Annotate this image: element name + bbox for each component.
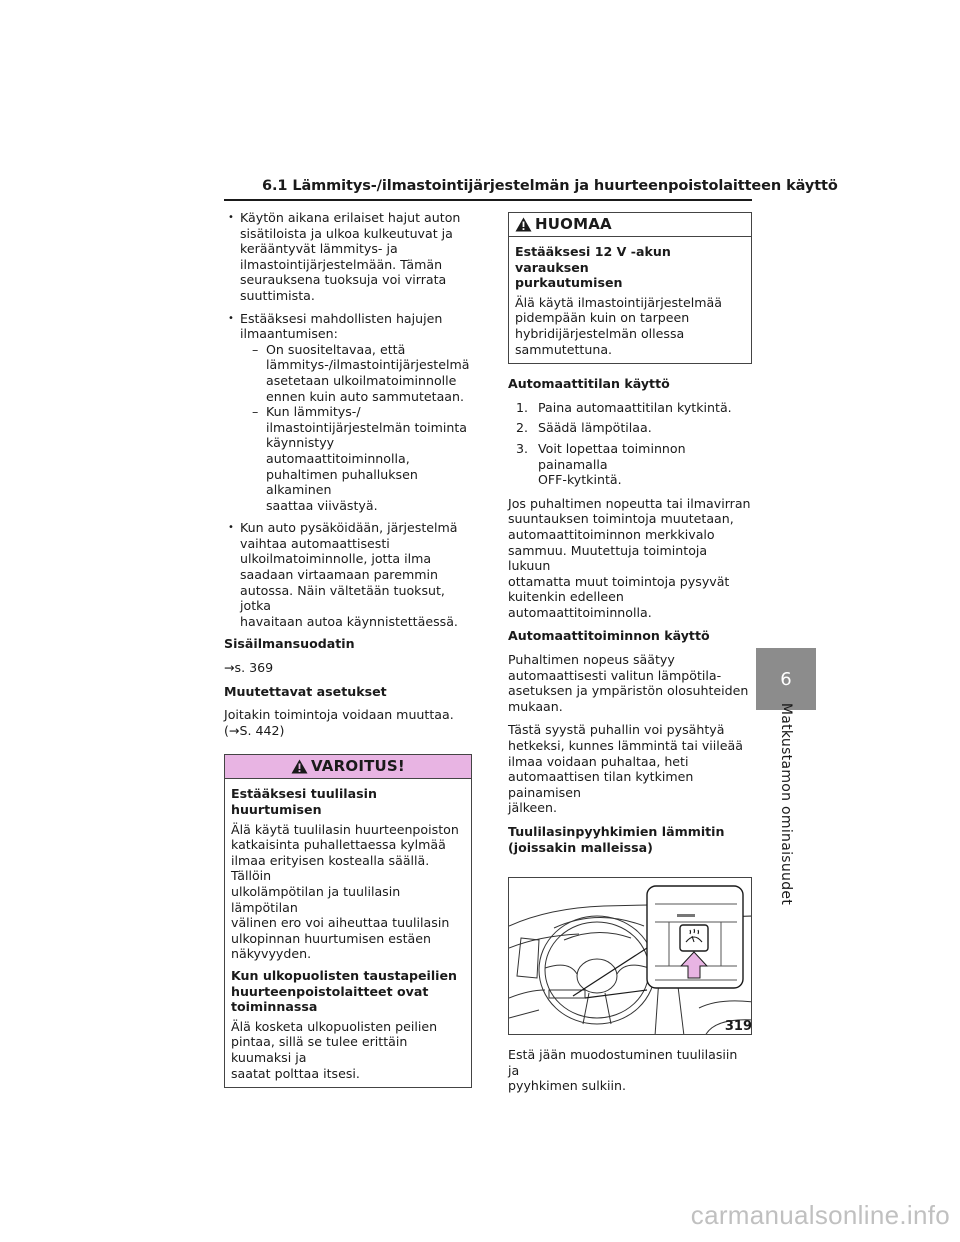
wiper-heater-caption — [508, 1047, 752, 1094]
text-line: automaattisen tilan kytkimen painamisen — [508, 769, 694, 800]
section-heading-auto-operation: Automaattitoiminnon käyttö — [508, 628, 710, 644]
notice-triangle-icon — [515, 217, 532, 232]
text-line: purkautumisen — [515, 275, 623, 291]
text-line: Älä käytä tuulilasin huurteenpoiston — [231, 821, 459, 837]
section-heading-filter: Sisäilmansuodatin — [224, 636, 355, 652]
text-line: Paina automaattitilan kytkintä. — [538, 399, 732, 415]
text-line: suuttimista. — [240, 287, 315, 303]
step-number: 3. — [516, 440, 529, 456]
auto-operation-paragraph-2 — [508, 722, 752, 816]
warning-triangle-icon — [291, 759, 308, 774]
wiper-heater-illustration — [508, 877, 752, 1035]
auto-mode-paragraph — [508, 496, 752, 621]
chapter-label — [756, 702, 816, 906]
warning-body — [225, 779, 471, 1087]
text-line: välinen ero voi aiheuttaa tuulilasin — [231, 915, 450, 931]
text-line: käynnistyy automaattitoiminnolla, — [266, 435, 410, 466]
text-line: Tästä syystä puhallin voi pysähtyä — [508, 722, 725, 738]
text-line: asetuksen ja ympäristön olosuhteiden — [508, 683, 749, 699]
text-line: automaattitoiminnolla. — [508, 604, 652, 620]
text-line: ilmaa erityisen kostealla säällä. Tällöin — [231, 852, 430, 884]
text-line: sammutettuna. — [515, 341, 613, 357]
text-line: hetkeksi, kunnes lämmintä tai viileää — [508, 738, 743, 754]
text-line: ilmastointijärjestelmään. Tämän — [240, 256, 443, 272]
page-number: 319 — [724, 1019, 752, 1034]
text-line: vaihtaa automaattisesti — [240, 535, 390, 551]
bullet-prevent-odors — [224, 311, 472, 514]
text-line: pidempään kuin on tarpeen — [515, 310, 690, 326]
text-line: ilmastointijärjestelmän toiminta — [266, 419, 468, 435]
notice-body — [509, 237, 751, 363]
text-line: • Käytön aikana erilaiset hajut auton — [240, 210, 461, 225]
step-3 — [508, 441, 752, 488]
text-line: pyyhkimen sulkiin. — [508, 1078, 626, 1094]
text-line: kerääntyvät lämmitys- ja — [240, 241, 398, 257]
text-line: saattaa viivästyä. — [266, 497, 378, 513]
text-line: asetetaan ulkoilmatoiminnolle — [266, 372, 457, 388]
text-line: Voit lopettaa toiminnon painamalla — [538, 440, 686, 472]
notice-text — [515, 295, 745, 357]
text-line: Estä jään muodostuminen tuulilasiin ja — [508, 1047, 738, 1078]
text-line: • Kun auto pysäköidään, järjestelmä — [240, 520, 458, 536]
warning-text-windshield — [231, 822, 465, 962]
text-line: lämmitys-/ilmastointijärjestelmä — [266, 357, 470, 373]
warning-title: VAROITUS! — [311, 757, 405, 776]
text-line: puhaltimen puhalluksen alkaminen — [266, 466, 418, 498]
text-line: seurauksena tuoksuja voi virrata — [240, 272, 447, 288]
text-line: ulkoilmatoiminnolle, jotta ilma — [240, 551, 432, 567]
text-line: näkyvyyden. — [231, 946, 312, 962]
auto-operation-paragraph-1 — [508, 652, 752, 714]
text-line: havaitaan autoa käynnistettäessä. — [240, 613, 458, 629]
text-line: ilmaa voidaan puhaltaa, heti — [508, 753, 689, 769]
text-line: sammuu. Muutettuja toimintoja lukuun — [508, 542, 708, 574]
section-heading-auto-mode: Automaattitilan käyttö — [508, 376, 670, 392]
text-line: Tuulilasinpyyhkimien lämmitin — [508, 824, 725, 839]
text-line: OFF-kytkintä. — [538, 472, 622, 488]
chapter-tab[interactable]: 6 — [756, 648, 816, 710]
text-line: ulkolämpötilan ja tuulilasin lämpötilan — [231, 883, 401, 915]
bullet-parking — [224, 520, 472, 629]
step-1 — [508, 400, 752, 416]
text-line: ennen kuin auto sammutetaan. — [266, 388, 465, 404]
chapter-label-text: Matkustamon ominaisuudet — [778, 702, 794, 906]
text-line: mukaan. — [508, 698, 563, 714]
filter-page-reference[interactable]: →s. 369 — [224, 660, 274, 676]
text-line: Älä käytä ilmastointijärjestelmää — [515, 294, 722, 310]
text-line: – Kun lämmitys-/ — [266, 404, 361, 420]
text-line: autossa. Näin vältetään tuoksut, jotka — [240, 582, 445, 614]
left-column — [224, 210, 472, 1098]
text-line: toiminnassa — [231, 999, 318, 1015]
text-line: Älä kosketa ulkopuolisten peilien — [231, 1018, 438, 1034]
warning-subheading-windshield: Estääksesi tuulilasin huurtumisen — [231, 786, 377, 817]
text-line: saadaan virtaamaan paremmin — [240, 567, 438, 583]
dashboard-drawing — [509, 878, 752, 1035]
custom-settings-text — [224, 707, 472, 738]
section-heading-custom: Muutettavat asetukset — [224, 683, 387, 699]
right-column — [508, 212, 752, 1102]
text-line: (joissakin malleissa) — [508, 839, 653, 855]
step-number: 2. — [516, 420, 529, 436]
text-line: Kun ulkopuolisten taustapeilien — [231, 967, 458, 983]
header-divider — [224, 199, 752, 201]
text-line: ottamatta muut toimintoja pysyvät — [508, 573, 730, 589]
text-line: suuntauksen toimintoja muutetaan, — [508, 511, 734, 527]
page-header-title: 6.1 Lämmitys-/ilmastointijärjestelmän ja huurteenpoistolaitteen käyttö — [262, 178, 838, 194]
notice-title: HUOMAA — [535, 214, 612, 233]
notice-box — [508, 212, 752, 364]
text-line: kuitenkin edelleen — [508, 589, 624, 605]
step-number: 1. — [516, 399, 529, 415]
text-line: Jos puhaltimen nopeutta tai ilmavirran — [508, 495, 751, 511]
text-line: Estääksesi 12 V -akun varauksen — [515, 244, 671, 275]
text-line: pintaa, sillä se tulee erittäin kuumaksi ja — [231, 1034, 408, 1065]
text-line: ilmaantumisen: — [240, 326, 338, 342]
text-line: hybridijärjestelmän ollessa — [515, 325, 685, 341]
text-line: saatat polttaa itsesi. — [231, 1065, 360, 1081]
text-line: huurteenpoistolaitteet ovat — [231, 983, 429, 999]
text-line: automaattisesti valitun lämpötila- — [508, 667, 722, 683]
text-line: sisätiloista ja ulkoa kulkeutuvat ja — [240, 225, 453, 241]
notice-subheading — [515, 244, 745, 291]
sub-item-blower-delay — [240, 404, 472, 513]
sub-item-outside-air — [240, 342, 472, 404]
text-line: jälkeen. — [508, 800, 558, 816]
text-line: • Estääksesi mahdollisten hajujen — [240, 310, 443, 326]
text-line: katkaisinta puhallettaessa kylmää — [231, 837, 446, 853]
text-line: Puhaltimen nopeus säätyy — [508, 652, 675, 668]
custom-page-reference[interactable]: (→S. 442) — [224, 722, 285, 738]
warning-header — [225, 755, 471, 779]
warning-text-mirrors — [231, 1019, 465, 1081]
text-line: automaattitoiminnon merkkivalo — [508, 526, 715, 542]
text-line: Joitakin toimintoja voidaan muuttaa. — [224, 707, 454, 723]
bullet-odors — [224, 210, 472, 304]
warning-box — [224, 754, 472, 1088]
warning-subheading-mirrors — [231, 968, 465, 1015]
section-heading-wiper-heater — [508, 824, 752, 855]
notice-header — [509, 213, 751, 237]
text-line: Säädä lämpötilaa. — [538, 420, 652, 436]
watermark: carmanualsonline.info — [690, 1200, 950, 1230]
text-line: ulkopinnan huurtumisen estäen — [231, 930, 431, 946]
step-2 — [508, 420, 752, 436]
text-line: – On suositeltavaa, että — [266, 341, 406, 357]
